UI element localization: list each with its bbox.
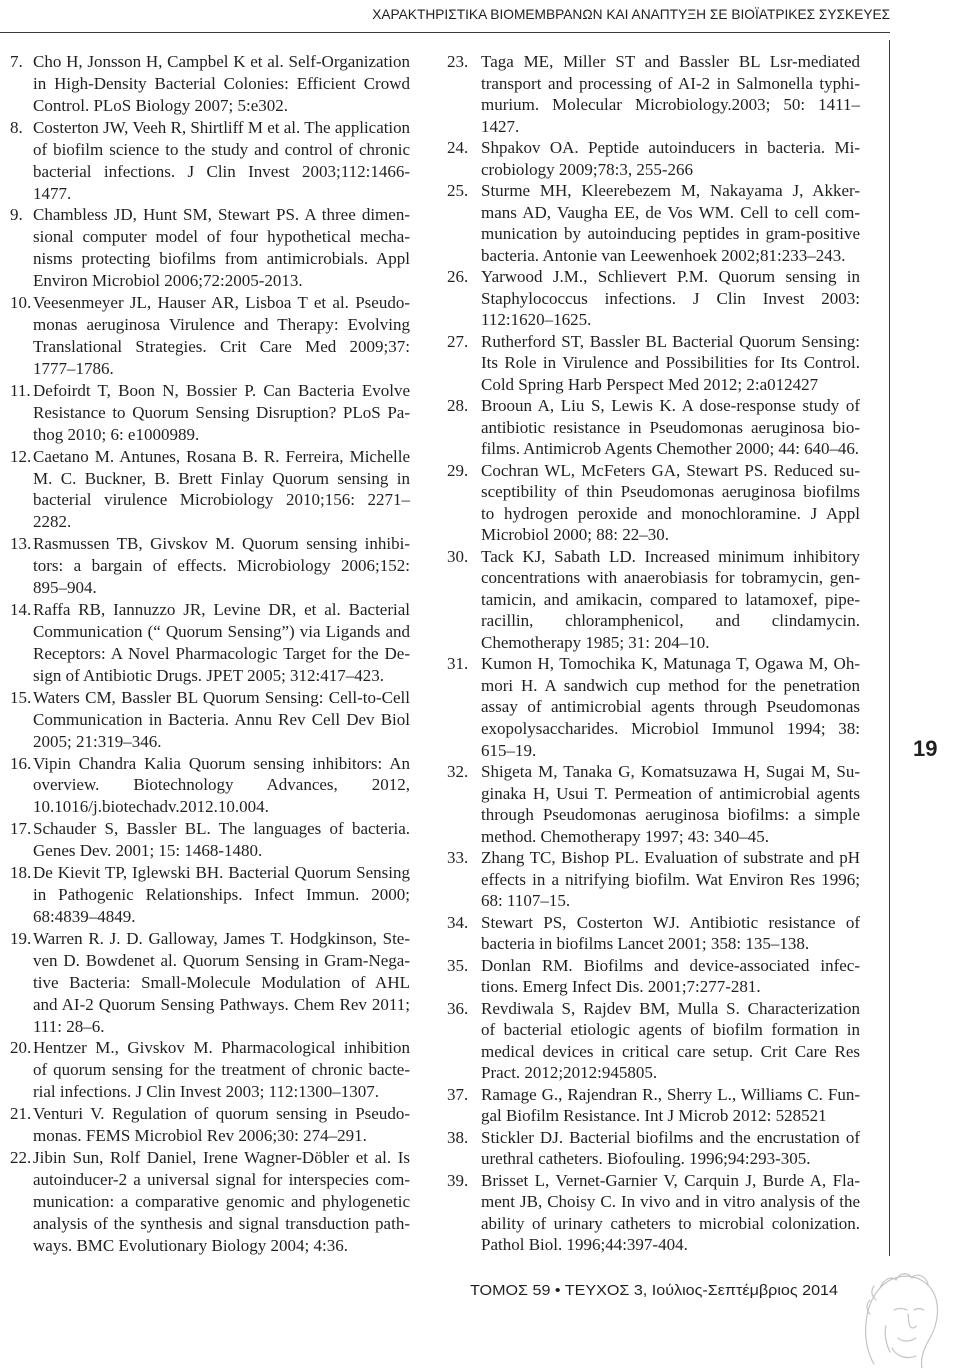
- reference-line: ven D. Bowdenet al. Quorum Sensing in Gram-Nega-: [33, 950, 410, 970]
- reference-line: exopolysaccharides. Microbiol Immunol 1994; 38:: [481, 718, 860, 738]
- reference-line: Costerton JW, Veeh R, Shirtliff M et al. The application: [33, 117, 410, 137]
- reference-line: of biofilm science to the study and control of chronic: [33, 139, 410, 159]
- reference-number: 13.: [10, 534, 32, 554]
- reference-line: Rutherford ST, Bassler BL Bacterial Quorum Sensing:: [481, 331, 860, 351]
- reference-line: Brisset L, Vernet-Garnier V, Carquin J, Burde A, Fla-: [481, 1170, 860, 1190]
- reference-line: 895–904.: [33, 578, 97, 598]
- reference-line: monas aeruginosa Virulence and Therapy: Evolving: [33, 315, 410, 335]
- reference-line: autoinducer-2 a universal signal for interspecies com-: [33, 1170, 410, 1190]
- reference-number: 24.: [447, 138, 469, 158]
- reference-line: Cochran WL, McFeters GA, Stewart PS. Reduced su-: [481, 460, 860, 480]
- reference-number: 16.: [10, 753, 32, 773]
- reference-line: Venturi V. Regulation of quorum sensing in Pseudo-: [33, 1104, 411, 1124]
- reference-line: ability of urinary catheters to microbial colonization.: [481, 1213, 860, 1233]
- reference-line: Control. PLoS Biology 2007; 5:e302.: [33, 95, 289, 115]
- reference-line: monas. FEMS Microbiol Rev 2006;30: 274–291.: [33, 1126, 367, 1146]
- reference-line: Ramage G., Rajendran R., Sherry L., Williams C. Fun-: [481, 1084, 860, 1104]
- reference-item: [0, 51, 410, 117]
- reference-line: bacteria in biofilms Lancet 2001; 358: 135–138.: [481, 934, 810, 954]
- reference-line: 1427.: [481, 116, 520, 136]
- reference-item: [447, 653, 860, 761]
- reference-item: [0, 862, 410, 928]
- reference-line: through Pseudomonas aeruginosa biofilms: a simple: [481, 805, 860, 825]
- reference-line: of bacterial etiologic agents of biofilm formation in: [481, 1020, 861, 1040]
- reference-line: Zhang TC, Bishop PL. Evaluation of substrate and pH: [481, 848, 860, 868]
- reference-number: 9.: [10, 205, 23, 225]
- reference-line: Caetano M. Antunes, Rosana B. R. Ferreira, Michelle: [33, 446, 410, 466]
- reference-line: Communication (“ Quorum Sensing”) via Ligands and: [33, 621, 410, 641]
- reference-line: Shpakov OA. Peptide autoinducers in bacteria. Mi-: [481, 138, 860, 158]
- reference-number: 36.: [447, 998, 469, 1018]
- reference-number: 28.: [447, 396, 469, 416]
- reference-line: 615–19.: [481, 740, 537, 760]
- reference-line: munication by autoinducing peptides in gram-positive: [481, 224, 860, 244]
- reference-item: [447, 137, 860, 180]
- reference-item: [447, 998, 860, 1084]
- reference-line: analysis of the synthesis and signal transduction path-: [33, 1213, 410, 1233]
- reference-line: sional computer model of four hypothetical mecha-: [33, 227, 410, 247]
- reference-number: 23.: [447, 52, 469, 71]
- header-rule: [0, 32, 890, 33]
- reference-line: 112:1620–1625.: [481, 310, 592, 330]
- reference-item: [447, 331, 860, 396]
- references-left-column: [0, 51, 410, 1257]
- reference-line: Communication in Bacteria. Annu Rev Cell Dev Biol: [33, 709, 410, 729]
- reference-line: Sturme MH, Kleerebezem M, Nakayama J, Akker-: [481, 181, 860, 201]
- reference-number: 15.: [10, 687, 32, 707]
- reference-line: Receptors: A Novel Pharmacologic Target for the De-: [33, 643, 410, 663]
- reference-line: Jibin Sun, Rolf Daniel, Irene Wagner-Döbler et al. Is: [33, 1148, 411, 1168]
- reference-number: 34.: [447, 912, 469, 932]
- reference-line: Kumon H, Tomochika K, Matunaga T, Ogawa M, Oh-: [481, 654, 860, 674]
- reference-item: [447, 460, 860, 546]
- reference-number: 25.: [447, 181, 469, 201]
- reference-line: rial infections. J Clin Invest 2003; 112:1300–1307.: [33, 1082, 379, 1102]
- references-right-column: [447, 51, 860, 1256]
- reference-line: Pathol Biol. 1996;44:397-404.: [481, 1235, 688, 1255]
- reference-item: [0, 1147, 410, 1257]
- reference-number: 31.: [447, 654, 469, 674]
- reference-item: [0, 204, 410, 292]
- reference-line: Chambless JD, Hunt SM, Stewart PS. A three dimen-: [33, 205, 410, 225]
- reference-line: Veesenmeyer JL, Hauser AR, Lisboa T et al. Pseudo-: [33, 293, 411, 313]
- reference-line: 111: 28–6.: [33, 1016, 105, 1036]
- reference-line: and AI-2 Quorum Sensing Pathways. Chem Rev 2011;: [33, 994, 410, 1014]
- reference-item: [447, 546, 860, 654]
- reference-line: Its Role in Virulence and Possibilities for Its Control.: [481, 353, 860, 373]
- reference-number: 22.: [10, 1148, 32, 1168]
- reference-line: Cold Spring Harb Perspect Med 2012; 2:a012427: [481, 374, 819, 394]
- reference-line: urethral catheters. Biofouling. 1996;94:293-305.: [481, 1149, 811, 1169]
- reference-item: [447, 761, 860, 847]
- reference-line: 1477.: [33, 183, 72, 203]
- reference-line: Vipin Chandra Kalia Quorum sensing inhibitors: An: [33, 753, 411, 773]
- running-header-title: ΧΑΡΑΚΤΗΡΙΣΤΙΚΑ ΒΙΟΜΕΜΒΡΑΝΩΝ ΚΑΙ ΑΝΑΠΤΥΞΗ ΣΕ ΒΙΟΪΑΤΡΙΚΕΣ ΣΥΣΚΕΥΕΣ: [372, 6, 890, 22]
- reference-item: [0, 292, 410, 380]
- reference-line: effects in a nitrifying biofilm. Wat Environ Res 1996;: [481, 869, 860, 889]
- page-number: 19: [913, 736, 938, 761]
- reference-line: concentrations with anaerobiasis for tobramycin, gen-: [481, 568, 860, 588]
- reference-line: nisms protecting biofilms from antimicrobials. Appl: [33, 249, 410, 269]
- reference-line: sceptibility of thin Pseudomonas aeruginosa biofilms: [481, 482, 860, 502]
- reference-line: overview. Biotechnology Advances, 2012,: [33, 775, 410, 795]
- reference-number: 19.: [10, 928, 32, 948]
- reference-line: Stewart PS, Costerton WJ. Antibiotic resistance of: [481, 912, 860, 932]
- reference-item: [0, 1037, 410, 1103]
- reference-line: Hentzer M., Givskov M. Pharmacological inhibition: [33, 1038, 410, 1058]
- reference-line: Pract. 2012;2012:945805.: [481, 1063, 658, 1083]
- reference-line: Genes Dev. 2001; 15: 1468-1480.: [33, 841, 263, 861]
- reference-item: [0, 818, 410, 862]
- reference-line: films. Antimicrob Agents Chemother 2000; 44: 640–46.: [481, 439, 859, 459]
- reference-line: Shigeta M, Tanaka G, Komatsuzawa H, Sugai M, Su-: [481, 762, 860, 782]
- reference-line: Brooun A, Liu S, Lewis K. A dose-response study of: [481, 396, 860, 416]
- reference-line: Resistance to Quorum Sensing Disruption? PLoS Pa-: [33, 402, 410, 422]
- reference-line: crobiology 2009;78:3, 255-266: [481, 159, 694, 179]
- reference-number: 30.: [447, 546, 469, 566]
- reference-line: murium. Molecular Microbiology.2003; 50: 1411–: [481, 95, 860, 115]
- reference-line: Cho H, Jonsson H, Campbel K et al. Self-Organization: [33, 52, 410, 71]
- side-margin-rule: [889, 40, 890, 1256]
- reference-line: bacterial infections. J Clin Invest 2003;112:1466-: [33, 161, 410, 181]
- reference-line: 68: 1107–15.: [481, 891, 571, 911]
- reference-number: 32.: [447, 762, 469, 782]
- reference-number: 20.: [10, 1038, 32, 1058]
- reference-line: 2282.: [33, 512, 72, 532]
- reference-line: Schauder S, Bassler BL. The languages of bacteria.: [33, 819, 410, 839]
- reference-item: [0, 117, 410, 205]
- reference-item: [447, 266, 860, 331]
- reference-line: M. C. Buckner, B. Brett Finlay Quorum sensing in: [33, 468, 410, 488]
- reference-item: [447, 847, 860, 912]
- reference-item: [447, 1084, 860, 1127]
- reference-line: transport and processing of AI-2 in Salmonella typhi-: [481, 73, 860, 93]
- reference-number: 12.: [10, 446, 32, 466]
- reference-item: [447, 395, 860, 460]
- reference-number: 7.: [10, 52, 23, 71]
- reference-line: tors: a bargain of effects. Microbiology 2006;152:: [33, 556, 410, 576]
- reference-line: assay of antimicrobial agents through Pseudomonas: [481, 697, 860, 717]
- reference-item: [0, 446, 410, 534]
- reference-number: 26.: [447, 267, 469, 287]
- reference-item: [0, 599, 410, 687]
- reference-line: Environ Microbiol 2006;72:2005-2013.: [33, 271, 303, 291]
- reference-item: [0, 687, 410, 753]
- reference-item: [447, 51, 860, 137]
- reference-number: 8.: [10, 117, 23, 137]
- reference-line: Translational Strategies. Crit Care Med 2009;37:: [33, 336, 410, 356]
- reference-line: of quorum sensing for the treatment of chronic bacte-: [33, 1060, 410, 1080]
- issue-footer: ΤΟΜΟΣ 59 • ΤΕΥΧΟΣ 3, Ιούλιος-Σεπτέμβριος 2014: [470, 1282, 838, 1299]
- reference-line: ways. BMC Evolutionary Biology 2004; 4:36.: [33, 1235, 348, 1255]
- reference-line: antibiotic resistance in Pseudomonas aeruginosa bio-: [481, 417, 860, 437]
- reference-line: Tack KJ, Sabath LD. Increased minimum inhibitory: [481, 546, 860, 566]
- reference-number: 14.: [10, 600, 32, 620]
- reference-line: bacteria. Antonie van Leewenhoek 2002;81:233–243.: [481, 245, 846, 265]
- reference-item: [0, 928, 410, 1038]
- reference-line: 1777–1786.: [33, 358, 114, 378]
- reference-line: in High-Density Bacterial Colonies: Efficient Crowd: [33, 73, 410, 93]
- reference-line: bacterial virulence Microbiology 2010;156: 2271–: [33, 490, 410, 510]
- reference-line: racillin, chloramphenicol, and clindamycin.: [481, 611, 860, 631]
- reference-line: Donlan RM. Biofilms and device-associated infec-: [481, 955, 860, 975]
- reference-line: Chemotherapy 1985; 31: 204–10.: [481, 632, 710, 652]
- reference-number: 17.: [10, 819, 32, 839]
- reference-line: ment JB, Choisy C. In vivo and in vitro analysis of the: [481, 1192, 860, 1212]
- reference-line: 2005; 21:319–346.: [33, 731, 162, 751]
- reference-line: Yarwood J.M., Schlievert P.M. Quorum sensing in: [481, 267, 860, 287]
- reference-line: Microbiol 2000; 88: 22–30.: [481, 525, 669, 545]
- reference-line: Waters CM, Bassler BL Quorum Sensing: Cell-to-Cell: [33, 687, 411, 707]
- reference-line: tamicin, and amikacin, compared to latamoxef, pipe-: [481, 589, 860, 609]
- reference-item: [0, 753, 410, 819]
- reference-number: 38.: [447, 1127, 469, 1147]
- reference-item: [0, 380, 410, 446]
- reference-item: [447, 955, 860, 998]
- reference-line: Revdiwala S, Rajdev BM, Mulla S. Characterization: [481, 998, 860, 1018]
- reference-line: sign of Antibiotic Drugs. JPET 2005; 312:417–423.: [33, 665, 385, 685]
- reference-item: [447, 1127, 860, 1170]
- reference-line: Staphylococcus infections. J Clin Invest 2003:: [481, 288, 860, 308]
- reference-number: 10.: [10, 293, 32, 313]
- reference-line: tions. Emerg Infect Dis. 2001;7:277-281.: [481, 977, 761, 997]
- reference-number: 39.: [447, 1170, 469, 1190]
- reference-line: Raffa RB, Iannuzzo JR, Levine DR, et al. Bacterial: [33, 600, 410, 620]
- reference-line: Warren R. J. D. Galloway, James T. Hodgkinson, Ste-: [33, 928, 410, 948]
- reference-line: ginaka H, Usui T. Permeation of antimicrobial agents: [481, 783, 860, 803]
- reference-number: 11.: [10, 380, 31, 400]
- reference-number: 33.: [447, 848, 469, 868]
- reference-item: [0, 1103, 410, 1147]
- reference-line: gal Biofilm Resistance. Int J Microb 2012: 528521: [481, 1106, 827, 1126]
- reference-item: [447, 1170, 860, 1256]
- reference-line: munication: a comparative genomic and phylogenetic: [33, 1191, 410, 1211]
- reference-line: to hydrogen peroxide and monochloramine. J Appl: [481, 503, 860, 523]
- reference-number: 35.: [447, 955, 469, 975]
- reference-line: 10.1016/j.biotechadv.2012.10.004.: [33, 797, 269, 817]
- reference-line: tive Bacteria: Small-Molecule Modulation of AHL: [33, 972, 410, 992]
- reference-item: [447, 912, 860, 955]
- reference-line: 68:4839–4849.: [33, 906, 136, 926]
- reference-line: Rasmussen TB, Givskov M. Quorum sensing inhibi-: [33, 534, 411, 554]
- reference-line: method. Chemotherapy 1997; 43: 340–45.: [481, 826, 770, 846]
- reference-line: mans AD, Vaugha EE, de Vos WM. Cell to cell com-: [481, 202, 860, 222]
- reference-number: 37.: [447, 1084, 469, 1104]
- reference-line: in Pathogenic Relationships. Infect Immun. 2000;: [33, 885, 411, 905]
- reference-number: 18.: [10, 863, 32, 883]
- reference-number: 29.: [447, 460, 469, 480]
- portrait-sketch-logo-icon: [846, 1256, 946, 1368]
- reference-item: [447, 180, 860, 266]
- reference-item: [0, 533, 410, 599]
- reference-line: medical devices in critical care setup. Crit Care Res: [481, 1041, 860, 1061]
- reference-line: De Kievit TP, Iglewski BH. Bacterial Quorum Sensing: [33, 863, 410, 883]
- reference-number: 21.: [10, 1104, 32, 1124]
- reference-line: Defoirdt T, Boon N, Bossier P. Can Bacteria Evolve: [33, 380, 410, 400]
- reference-line: thog 2010; 6: e1000989.: [33, 424, 200, 444]
- reference-line: mori H. A sandwich cup method for the penetration: [481, 675, 860, 695]
- reference-line: Taga ME, Miller ST and Bassler BL Lsr-mediated: [481, 52, 860, 71]
- reference-number: 27.: [447, 331, 469, 351]
- reference-line: Stickler DJ. Bacterial biofilms and the encrustation of: [481, 1127, 860, 1147]
